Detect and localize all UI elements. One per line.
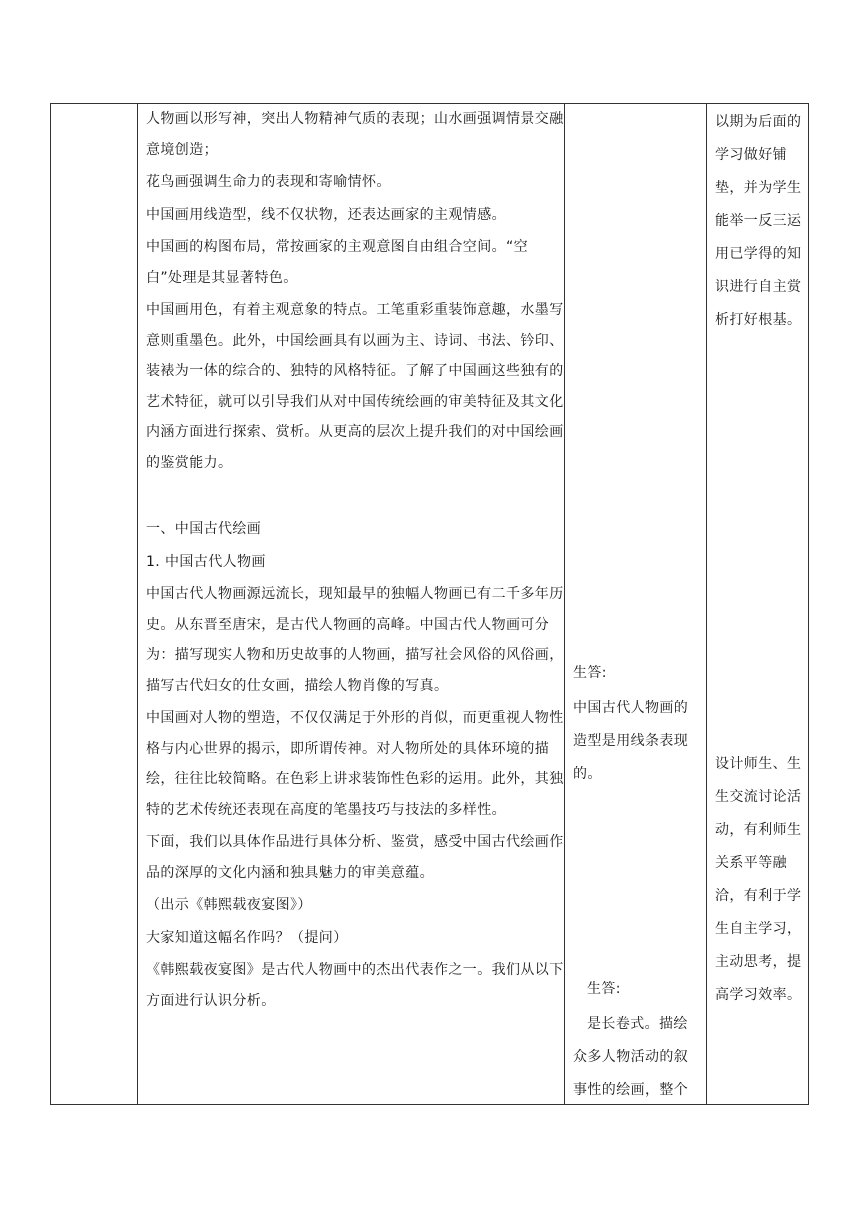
paragraph: 中国画用线造型，线不仅状物，还表达画家的主观情感。 (146, 206, 506, 223)
column-divider (564, 104, 565, 1104)
paragraph: （出示《韩熙载夜宴图》） (146, 897, 312, 913)
column-divider (706, 104, 707, 1104)
student-answer-2 (573, 973, 699, 1107)
paragraph: 大家知道这幅名作吗？（提问） (146, 929, 348, 946)
answer-text: 是长卷式。描绘众多人物活动的叙事性的绘画，整个 (573, 1016, 689, 1098)
subsection-heading: 1. 中国古代人物画 (146, 553, 266, 570)
design-note-1 (715, 106, 803, 337)
answer-label: 生答: (587, 981, 621, 997)
paragraph: 中国画用色，有着主观意象的特点。工笔重彩重装饰意趣，水墨写意则重墨色。此外，中国绘画具有以画为主、诗词、书法、钤印、装裱为一体的综合的、独特的风格特征。了解了中国画这些独有的艺术特征，就可以引导我们从对中国传统绘画的审美特征及其文化内涵方面进行探索、赏析。从更高的层次上提升我们的对中国绘画的鉴赏能力。 (146, 302, 564, 471)
answer-text: 中国古代人物画的造型是用线条表现的。 (573, 700, 689, 782)
section-heading: 一、中国古代绘画 (146, 521, 262, 537)
paragraph: 人物画以形写神，突出人物精神气质的表现；山水画强调情景交融意境创造； (146, 111, 564, 158)
lesson-plan-table (50, 103, 809, 1105)
paragraph: 中国画的构图布局，常按画家的主观意图自由组合空间。“空白”处理是其显著特色。 (146, 239, 529, 286)
note-text: 设计师生、生生交流讨论活动，有利师生关系平等融洽，有利于学生自主学习，主动思考，提高学习效率。 (715, 756, 802, 1003)
student-answer-1 (573, 657, 699, 791)
paragraph: 《韩熙载夜宴图》是古代人物画中的杰出代表作之一。我们从以下方面进行认识分析。 (146, 962, 564, 1009)
paragraph: 中国画对人物的塑造，不仅仅满足于外形的肖似，而更重视人物性格与内心世界的揭示，即所谓传神。对人物所处的具体环境的描绘，往往比较简略。在色彩上讲求装饰性色彩的运用。此外，其独特的艺术传统还表现在高度的笔墨技巧与技法的多样性。 (146, 710, 564, 818)
note-text: 以期为后面的学习做好铺垫，并为学生能举一反三运用已学得的知识进行自主赏析打好根基。 (715, 114, 802, 328)
teaching-content-cell (138, 104, 564, 1016)
paragraph: 花鸟画强调生命力的表现和寄喻情怀。 (146, 174, 391, 190)
paragraph: 下面，我们以具体作品进行具体分析、鉴赏，感受中国古代绘画作品的深厚的文化内涵和独具魅力的审美意蕴。 (146, 834, 564, 881)
answer-label: 生答: (573, 665, 607, 681)
paragraph: 中国古代人物画源远流长，现知最早的独幅人物画已有二千多年历史。从东晋至唐宋，是古代人物画的高峰。中国古代人物画可分为：描写现实人物和历史故事的人物画，描写社会风俗的风俗画，描写古代妇女的仕女画，描绘人物肖像的写真。 (146, 586, 564, 694)
design-note-2 (715, 748, 803, 1012)
